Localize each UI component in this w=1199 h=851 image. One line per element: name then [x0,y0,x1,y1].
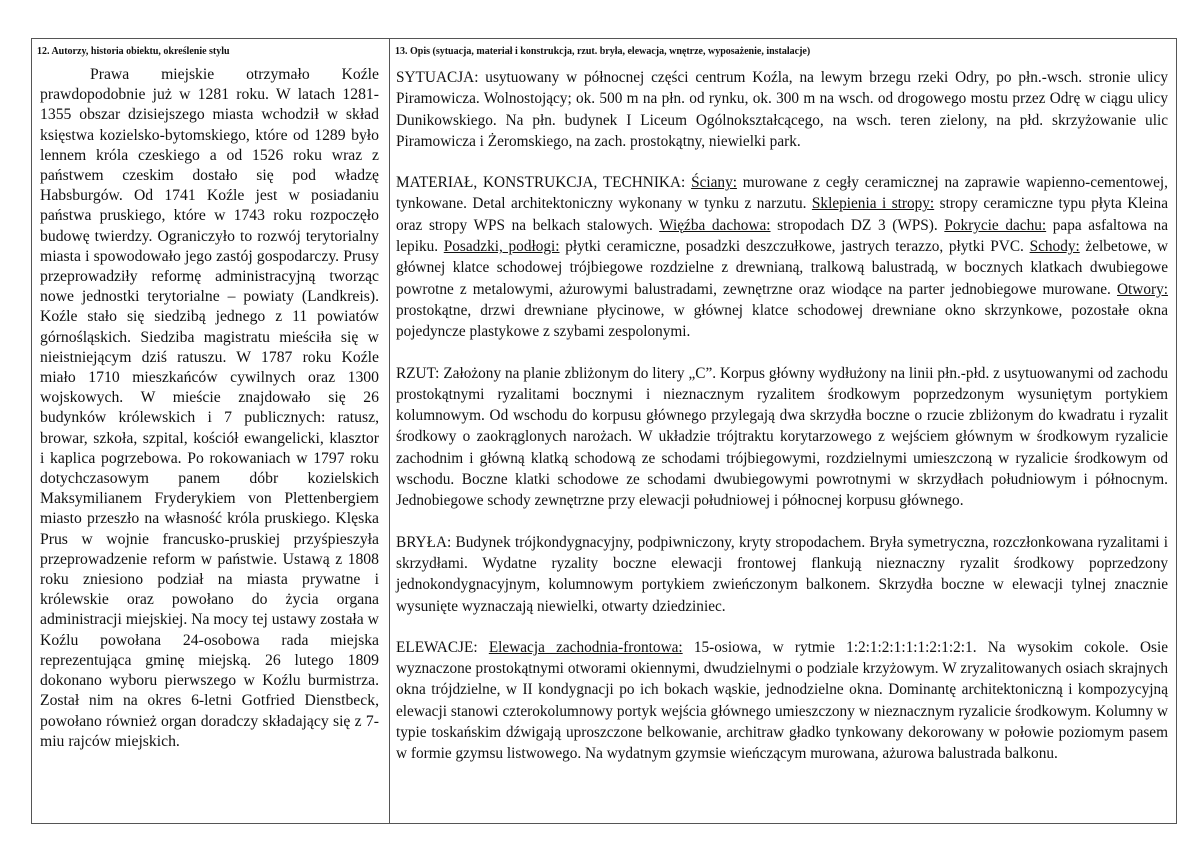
rzut-text: Założony na planie zbliżonym do litery „C”. Korpus główny wydłużony na linii płn.-płd. z usytuowanymi od zachodu prostokątnymi ryzalitami bocznymi i nieznacznym ryzalitem środkowym poprzedzonym wysuniętym portykiem kolumnowym. Od wschodu do korpusu głównego przylegają dwa skrzydła boczne o rzucie zbliżonym do kwadratu i ryzalit środkowy o zaokrąglonych narożach. W układzie trójtraktu korytarzowego z wejściem głównym w środkowym ryzalicie zachodnim i główną klatką schodową ze schodami trójbiegowymi, rozdzielnymi umieszczoną w ryzalicie środkowym od wschodu. Boczne klatki schodowe ze schodami dwubiegowymi powrotnymi w skrzydłach południowym i północnym. Jednobiegowe schody zewnętrzne przy elewacji południowej i północnej korpusu głównego. [396,364,1168,510]
wiezba-label: Więźba dachowa: [659,216,771,234]
description-header: 13. Opis (sytuacja, materiał i konstrukcja, rzut. bryła, elewacja, wnętrze, wyposażenie, instalacje) [395,46,811,57]
sciany-text: murowane z cegły ceramicznej na zaprawie wapienno-cementowej, tynkowane. Detal architektoniczny wykonany w tynku z narzutu. [396,174,1169,213]
elewacje-text: 15-osiowa, w rytmie 1:2:1:2:1:1:1:2:1:2:1. Na wysokim cokole. Osie wyznaczone prostokątnymi otworami okiennymi, dwudzielnymi o podziale krzyżowym. W zryzalitowanych osiach skrajnych okna trójdzielne, w II kondygnacji po ich bokach wąskie, jednodzielne okna. Dominantę architektoniczną i kompozycyjną elewacji stanowi czterokolumnowy portyk wejścia głównego umieszczony w nieznacznym ryzalicie środkowym. Kolumny w typie toskańskim dźwigają uproszczone belkowanie, architraw gładko tynkowany dekorowany w połowie poziomym pasem w formie gzymsu listwowego. Na wydatnym gzymsie wieńczącym murowana, ażurowa balustrada balkonu. [396,638,1168,763]
pokrycie-label: Pokrycie dachu: [944,216,1047,234]
description-column [390,39,1176,823]
section-sytuacja [396,67,1168,152]
material-label: MATERIAŁ, KONSTRUKCJA, TECHNIKA: [396,174,686,192]
history-text: Prawa miejskie otrzymało Koźle prawdopodobnie już w 1281 roku. W latach 1281-1355 obszar dzisiejszego miasta wchodził w skład księstwa kozielsko-bytomskiego, które od 1289 było lennem króla czeskiego a od 1526 roku wraz z państwem czeskim dostało się pod władzę Habsburgów. Od 1741 Koźle jest w posiadaniu państwa pruskiego, które w 1743 roku rozpoczęło budowę twierdzy. Ograniczyło to rozwój terytorialny miasta i spowodowało jego zastój gospodarczy. Prusy przeprowadziły reformę administracyjną tworząc nowe jednostki terytorialne – powiaty (Landkreis). Koźle stało się siedzibą jednego z 11 powiatów górnośląskich. Siedziba magistratu mieściła się w nieistniejącym dziś ratuszu. W 1787 roku Koźle miało 1710 mieszkańców cywilnych oraz 1300 wojskowych. W mieście znajdowało się 26 budynków królewskich i 7 publicznych: ratusz, browar, szkoła, szpital, kościół ewangelicki, klasztor i kaplica pogrzebowa. Po rokowaniach w 1797 roku dotychczasowym panem dóbr kozielskich Maksymilianem Fryderykiem von Plettenbergiem miasto przeszło na własność króla pruskiego. Klęska Prus w wojnie francusko-pruskiej przyśpieszyła przeprowadzenie reform w państwie. Ustawą z 1808 roku zniesiono podział na miasta prywatne i królewskie oraz powołano do życia organa administracji miejskiej. Na mocy tej ustawy została w Koźlu powołana 24-osobowa rada miejska reprezentująca gminę miejską. 26 lutego 1809 dokonano wyboru pierwszego w Koźlu burmistrza. Został nim na okres 6-letni Gotfried Dienstbeck, powołano również organ doradczy składający się z 7-miu rajców miejskich. [40,66,379,750]
section-material [396,172,1168,342]
elewacja-frontowa-label: Elewacja zachodnia-frontowa: [488,638,683,656]
otwory-label: Otwory: [1117,280,1168,298]
sciany-label: Ściany: [691,174,737,192]
sytuacja-text: usytuowany w północnej części centrum Koźla, na lewym brzegu rzeki Odry, po płn.-wsch. stronie ulicy Piramowicza. Wolnostojący; ok. 500 m na płn. od rynku, ok. 300 m na wsch. od drogowego mostu przez Odrę w ciągu ulicy Dunikowskiego. Na płn. budynek I Liceum Ogólnokształcącego, na wsch. teren zielony, na płd. skrzyżowanie ulic Piramowicza i Żeromskiego, na zach. prostokątny, niewielki park. [396,69,1168,150]
schody-text: żelbetowe, w głównej klatce schodowej trójbiegowe rozdzielne z drewnianą, tralkową balustradą, w bocznych klatkach dwubiegowe powrotne z metalowymi, ażurowymi balustradami, zewnętrzne oraz wiodące na parter jednobiegowe murowane. [396,238,1168,298]
sklepienia-text: stropy ceramiczne typu płyta Kleina oraz stropy WPS na belkach stalowych. [396,195,1168,234]
sytuacja-label: SYTUACJA: [396,69,479,86]
posadzki-text: płytki ceramiczne, posadzki deszczułkowe, jastrych terazzo, płytki PVC. [559,238,1024,256]
history-header: 12. Autorzy, historia obiektu, określenie stylu [37,46,230,57]
form-table [31,38,1177,824]
posadzki-label: Posadzki, podłogi: [443,238,560,256]
description-body [390,63,1176,765]
section-elewacje [396,637,1168,765]
pokrycie-text: papa asfaltowa na lepiku. [396,216,1168,256]
rzut-label: RZUT: [396,364,440,382]
sklepienia-label: Sklepienia i stropy: [811,195,935,213]
section-bryla [396,532,1168,617]
bryla-text: Budynek trójkondygnacyjny, podpiwniczony, kryty stropodachem. Bryła symetryczna, rozczłonkowana ryzalitami i skrzydłami. Wydatne ryzality boczne elewacji frontowej flankują nieznaczny ryzalit środkowy poprzedzony jednokondygnacyjnym, kolumnowym portykiem zwieńczonym balkonem. Skrzydła boczne w elewacji tylnej znacznie wysunięte wyznaczają niewielki, otwarty dziedziniec. [396,533,1168,615]
section-rzut [396,363,1168,512]
otwory-text: prostokątne, drzwi drewniane płycinowe, w głównej klatce schodowej drewniane okno skrzynkowe, pozostałe okna pojedyncze plastykowe z szybami zespolonymi. [396,301,1168,341]
history-column [32,39,390,823]
bryla-label: BRYŁA: [396,533,452,551]
wiezba-text: stropodach DZ 3 (WPS). [770,216,938,234]
elewacje-label: ELEWACJE: [396,638,478,656]
schody-label: Schody: [1029,238,1080,256]
